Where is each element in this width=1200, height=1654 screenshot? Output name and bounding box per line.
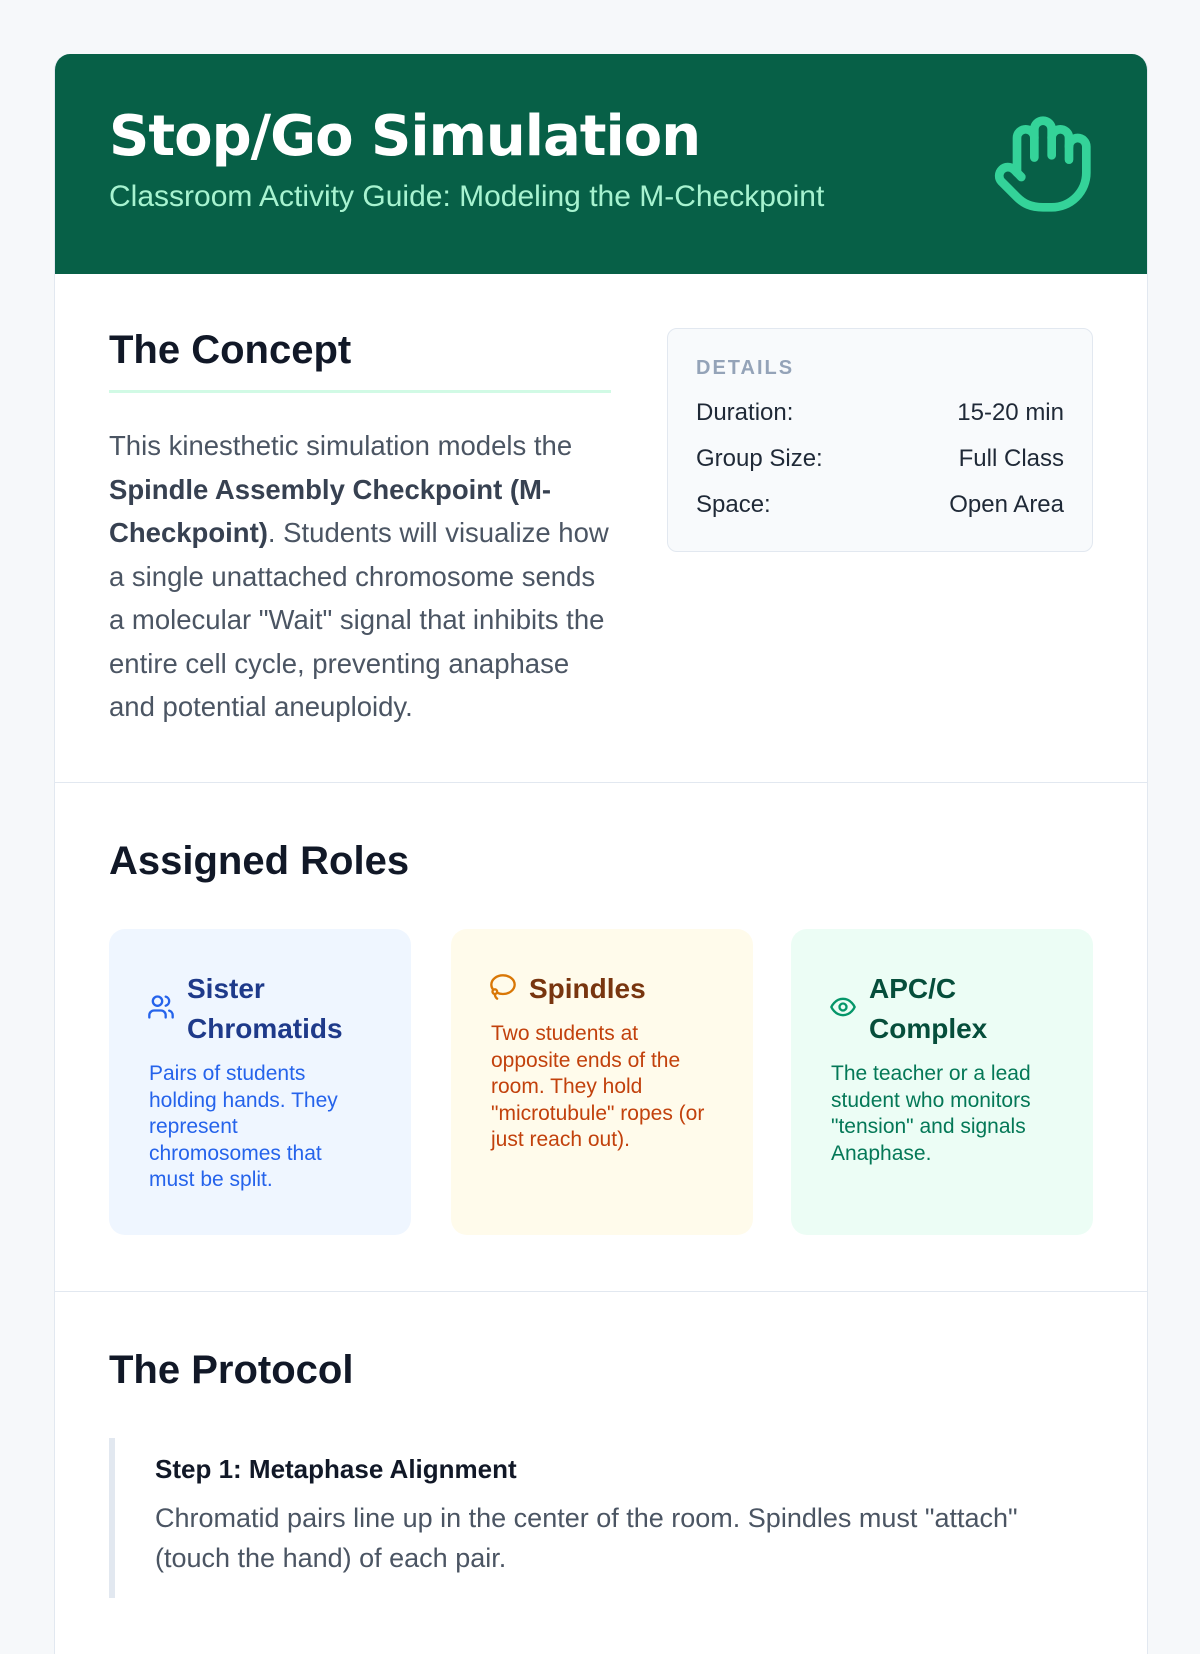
- heading-divider: [109, 390, 611, 393]
- role-description: The teacher or a lead student who monitors "tension" and signals Anaphase.: [831, 1062, 1031, 1165]
- roles-heading: Assigned Roles: [109, 839, 410, 883]
- detail-key: Space:: [696, 491, 771, 518]
- users-icon: [147, 993, 175, 1021]
- detail-value: 15-20 min: [957, 399, 1064, 426]
- concept-intro: This kinesthetic simulation models the: [109, 430, 573, 461]
- concept-heading: The Concept: [109, 328, 352, 372]
- protocol-heading: The Protocol: [109, 1348, 354, 1392]
- detail-value: Open Area: [949, 491, 1064, 518]
- concept-section: [55, 274, 1147, 783]
- role-description: Pairs of students holding hands. They represent chromosomes that must be split.: [149, 1062, 338, 1191]
- page-title: Stop/Go Simulation: [109, 104, 701, 169]
- details-label: DETAILS: [696, 357, 795, 379]
- detail-value: Full Class: [958, 445, 1064, 472]
- concept-paragraph: [109, 424, 609, 729]
- role-description: Two students at opposite ends of the room. They hold "microtubule" ropes (or just reach out).: [491, 1022, 705, 1151]
- details-panel: [667, 328, 1093, 552]
- hand-icon: [991, 112, 1095, 216]
- page-header: [55, 54, 1147, 274]
- role-name: Spindles: [529, 973, 646, 1004]
- role-card-apc-c-complex: [791, 929, 1093, 1235]
- step-text: Chromatid pairs line up in the center of the room. Spindles must "attach" (touch the hand) of each pair.: [155, 1503, 1018, 1573]
- detail-key: Duration:: [696, 399, 794, 426]
- lasso-icon: [489, 973, 517, 1001]
- detail-key: Group Size:: [696, 445, 823, 472]
- activity-guide-card: [54, 54, 1148, 1654]
- role-card-sister-chromatids: [109, 929, 411, 1235]
- step-title: Step 1: Metaphase Alignment: [155, 1454, 517, 1484]
- protocol-step: [109, 1438, 1099, 1598]
- role-card-spindles: [451, 929, 753, 1235]
- concept-body: . Students will visualize how a single unattached chromosome sends a molecular "Wait" signal that inhibits the entire cell cycle, preventing anaphase and potential aneuploidy.: [109, 517, 609, 722]
- concept-highlight: Spindle Assembly Checkpoint (M-Checkpoint): [109, 473, 552, 548]
- eye-icon: [829, 993, 857, 1021]
- role-name: APC/C Complex: [869, 973, 988, 1044]
- page-subtitle: Classroom Activity Guide: Modeling the M-Checkpoint: [109, 180, 825, 213]
- roles-section: [55, 783, 1147, 1292]
- role-name: Sister Chromatids: [187, 973, 343, 1044]
